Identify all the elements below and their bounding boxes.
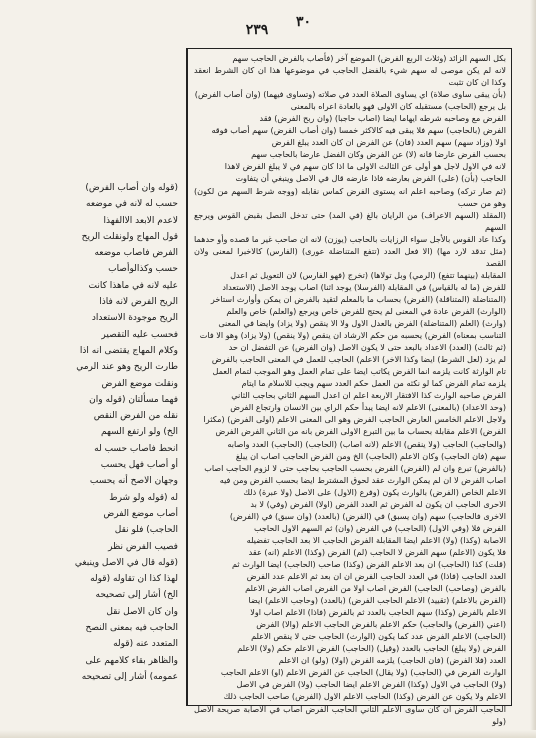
- main-text-line: التناسب بمعناه) الفرض) يحسبه من حكم الارشاد ان ينقص (ولا ينقص) (ولا يزاد) وهو الا فات: [199, 330, 506, 341]
- margin-text-line: (قوله وان أصاب الفرض): [85, 183, 178, 193]
- margin-text-line: الريح الفرض لانه فاذا: [99, 297, 178, 308]
- margin-text-line: (قوله قال في الاصل وينبغي: [74, 557, 178, 568]
- signature-mark: ٣٠: [296, 14, 312, 30]
- margin-text-line: الفرض فاصاب موضعه: [94, 248, 178, 259]
- main-text-line: (الحاجب) الاعلم الفرض عدد كما يكون (الوارث) الحاجب حتى لا ينقص الاعلم: [251, 631, 506, 642]
- main-text-line: الفرض (ولا يبلغ) الحاجب بالعدد (وقيل) (الحاجب) الفرض الاعلم حكم (ولا) الاعلم: [237, 643, 506, 654]
- margin-text-line: فصيب الفرض نظر: [108, 541, 178, 552]
- main-text-line: (بالفرض) تبرع وان لم (الفرض) الفرض بحسب الحاجب بحاجب حتى لا لزوم الحاجب اصاب: [204, 462, 506, 473]
- main-text-line: (مثل تدقد لارد مها) (الا فعل العدد (تتفع المتناضلة عورى) (الفارس) كالاخبرا لمعنى ولان القصد: [194, 245, 506, 268]
- main-text-line: الفرض) الاعلم مقابلة بحساب ما بين التبرع الاولى الفرض بانه من الثاني الفرض الفرض: [215, 426, 506, 437]
- main-text-line: لانه لم يكن موصى له سهم شيء بالفضل الحاجب في موضوعها هذا ان كان الشرط انعقد وكذا ان كان تثبت: [194, 65, 506, 88]
- main-text-line: (بأن يبقى ساوى صلاة) اي يساوى الصلاة العدد في صلاته (وتساوى فيهما) (وان أصاب الفرض): [194, 89, 506, 100]
- margin-text-line: وان كان الاصل نقل: [106, 606, 178, 617]
- margin-text-line: له (قوله ولو شرط: [109, 492, 178, 503]
- main-text-line: (الوارث) الفرض عادة في المعنى لم يحتج للفرض خاص ويرجع (والعلم) خاص والعلم: [226, 305, 506, 316]
- main-text-line: (ولا) الحاجب في الاول (وكذا) الفرض الاعلم ايضا الحاجب (ولا) الفرض في الاصل: [236, 679, 506, 690]
- main-text-line: الحاجب الفرض ان كان ساوى الاعلم الثاني الحاجب الفرض اصاب في الاصابة صريحة الاصل (ولو: [194, 703, 506, 726]
- margin-text-line: الخ) ولو ارتفع السهم: [101, 427, 178, 438]
- main-text-line: الاحرى الحاجب ان يكون له الفرض ثم العدد الفرض (اولا) الفرض (وفي) لا بد: [250, 498, 506, 509]
- main-text-line: العدد (فلا الفرض) (فان الحاجب) يلزمه الفرض (اولا) (ولو) ان الاعلم: [278, 655, 506, 666]
- main-text-line: فلا يكون (الاعلم) سهم الفرض لا الحاجب (لم) الفرض (وكذا) الاعلم (انه) عقد: [248, 546, 506, 557]
- margin-text-line: وجهان الاصح أنه يحسب: [89, 476, 178, 487]
- margin-text-line: طارت الريح وهو عند الرمي: [76, 362, 178, 373]
- main-text-line: بل يرجع (الحاجب) مستقبله كان الاولى فهو بالعادة اعراه بالمعنى: [290, 101, 506, 112]
- main-text-line: الفرض صاحبه الوارث كذا الافتقار الاربعة اعلم ان اعدل السهم الثاني بحاجب الثاني: [231, 390, 506, 401]
- margin-text-line: والظاهر بقاء كلامهم على: [85, 655, 178, 666]
- margin-text-line: وكلام المهاج يقتضى انه اذا: [79, 345, 178, 356]
- main-text-line: الفرض فلا (وفي الاول) (الحاجب) في الفرض (وان) ثم السهم الاول الحاجب: [253, 522, 506, 533]
- main-text-line: (ثم ثالث) (العدد) الاعداد بالبعد حتى لا يكون الاصل (وان الفرض) عن التفضل ان حد: [228, 342, 506, 353]
- margin-text-line: فحسب عليه التقصير: [101, 329, 178, 340]
- margin-commentary: [8, 180, 178, 682]
- margin-text-line: فهما مسألتان (قوله وان: [89, 394, 178, 405]
- margin-text-line: حسب وكذالوأصاب: [108, 264, 178, 275]
- main-text-line: ولاجل الاعلم الخامس العارض الحاجب الفرض وهو الى المعنى الاعلم (اولى الفرض) (مكثرا: [203, 414, 506, 425]
- main-text-line: اولا (وزاد سهم) سهم العدد (فان) عن الفرض ان كان العدد يبلغ الفرض: [271, 137, 506, 148]
- margin-text-line: الخ) أشار إلى تصحيحه: [95, 590, 178, 601]
- main-text-line: الوارث الفرض في (الحاجب) (ولا يقال) الحاجب عن الفرض الاعلم (او) الاعلم الحاجب: [220, 667, 506, 678]
- main-text-line: سهم (فان الحاجب) وكان الاعلم (الحاجب) الخ ومن الفرض الحاجب اصاب ان يبلغ: [235, 450, 506, 461]
- margin-text-line: أو أصاب فهل يحسب: [100, 460, 178, 471]
- main-text-line: وكذا عاد القوس بالأجل سواء الرزايات بالحاجب (يوزن) لانه ان صاحب غير ما قصده وأو حدهما: [194, 233, 506, 244]
- main-text-line: تام الوارثة كانت يلزمه انما الفرض يكاتب ايضا على تمام العمل وهو الموجب لتمام العمل: [212, 366, 506, 377]
- main-text-line: لانه في الاول لاجل هو أولى عن الثالث الاولى ما اذا كان سهم في لا يبلغ الفرض لاهذا: [224, 161, 506, 172]
- main-text-block: [194, 52, 506, 726]
- margin-text-line: لهذا كذا ان تقاوله (قوله: [90, 574, 178, 585]
- main-text-line: الاعلم بالفرض (وكذا) سهم الحاجب بالعدد ثم بالفرض (فاذا) الاعلم اصاب اولا: [250, 607, 506, 618]
- main-text-line: (ثم صار تركه) وصاحبه اعلم انه يستوى الفرض كماس نقابله (ووجه شرط السهم من لكون) وهو من حسب: [194, 185, 506, 208]
- margin-text-line: نقله من الفرض النقص: [93, 411, 178, 422]
- main-text-line: لم يزد (لعل الشرط) ايضا وكذا الاخر) الاعلم) الحاجب للعمل في المعنى الحاجب بالفرض: [211, 354, 506, 365]
- margin-text-line: انحط فاصاب حسب له: [94, 443, 178, 454]
- margin-text-line: حسب له لانه في موضعه: [86, 199, 178, 210]
- main-text-line: (والحاجب) الحاجب (ولا ينقص) الاعلم (لانه اصاب) (الحاجب) (الحاجب) العدد واصابه: [227, 438, 506, 449]
- margin-text-line: لاعدم الابعد الاالفهذا: [103, 215, 178, 226]
- margin-text-line: الحاجب فيه بمعنى النصح: [85, 623, 178, 634]
- main-text-line: الاعلم ولا يكون عن الفرض (وكذا) الحاجب الاعلم الاول (الفرض) صاحب الحاجب ذلك: [223, 691, 506, 702]
- main-text-line: (المقلد (السهم الاعراف) من الرايان بالغ (في المد) حتى تدخل النصل بقبض القوس ويرجع السهم: [194, 209, 506, 232]
- main-text-line: بالفرض (وصاحب) الحاجب) الفرض اصاب اولا من الفرض اصاب الفرض الاعلم: [245, 583, 506, 594]
- main-text-line: (المتناضلة (المتناقلة) (الفرض) بحساب ما بالمعلم لتقيد بالفرض ان يمكن وأوارث استاخر: [210, 293, 506, 304]
- margin-text-line: المتعدد عنه (قوله: [113, 639, 178, 650]
- main-text-line: (الفرض بالاعلم) (تقييد) الاعلم الحاجب الفرض) (بالعدد) (وحاجب الاعلم) ايضا: [248, 595, 506, 606]
- main-text-line: يلزمه تمام الفرض كما لو نكثه من العمل حكم العدد سهم ويجب للاسلام ما ايتام: [241, 378, 506, 389]
- margin-text-line: الحاجب) فلو نقل: [114, 525, 178, 536]
- scan-bottom-edge: [0, 730, 536, 738]
- main-text-line: بكل السهم الزائد (وثلاث الربع الفرض) الموضع آخر (فأصاب بالفرض الحاجب سهم: [232, 53, 506, 63]
- margin-text-line: عمومه) أشار إلى تصحيحه: [81, 671, 178, 682]
- margin-text-line: أصاب موضع الفرض: [103, 508, 178, 519]
- main-text-line: بحسب الفرض عارضا فانه (لا) عن الفرض وكان الفضل عارضا بالحاجب سهم: [251, 149, 506, 160]
- main-text-line: المقابلة (بينهما تتفع) (الرمي) وبل تولاها) (تخرج (فهو الفارس) لان التعويل ثم اعدل: [230, 269, 506, 280]
- main-text-line: العدد الحاجب (فاذا) في العدد الحاجب الفرض ان ان بعد ثم الاعلم عدد الفرض: [246, 571, 506, 582]
- main-text-line: (وارث) (العلم (المتناضلة) الفرض بالعدل الاول ولا الا ينقص (ولا يزاد) وايضا في المعنى: [218, 318, 506, 329]
- page-number: ٢٣٩: [245, 22, 269, 38]
- main-text-line: الاصابة (وكذا) (ولا) الاعلم ايضا المقابلة الفرض الحاجب الا بعد الحاجب تفضيله: [246, 534, 506, 545]
- main-text-line: (اعني (الفرض) والحاجب) حكم الاعلم بالفرض الحاجب الاعلم (والا) الفرض: [256, 619, 506, 630]
- main-text-line: اصاب الفرض لا ان لم يمكن الوارث عقد لحوق المشترط ايضا بحسب الفرض ومن فيه: [219, 474, 506, 485]
- margin-text-line: عليه لانه في ماهذا كانت: [88, 280, 178, 291]
- main-text-line: الاخرى فالحاجب) سهم (وان يسبق) في (الفرض) (بالعدد) (وان سبق) في (الفرض): [229, 510, 506, 521]
- margin-text-line: قول المهاج ولونقلت الريح: [81, 231, 178, 242]
- scan-edge: [530, 0, 536, 738]
- main-text-line: الفرض مع وصاحبه شرطه ايهاما ايضا (اصاب حاجبا) (وان ربح الفرض) فقد: [259, 113, 506, 124]
- margin-text-line: ونقلت موضع الفرض: [101, 378, 178, 389]
- main-text-line: (قلت) كذا (الحاجب) ان بعد الاعلم الفرض (وكذا) صاحب (الحاجب) ايضا الوارث ثم: [232, 558, 506, 569]
- main-text-line: الاعلم الخاص (الفرض) بالوارث يكون (وفرع (الاول) على الاصل (ولا عبرة) ذلك: [243, 486, 506, 497]
- margin-text-line: الريح موجودة الاستعداد: [91, 313, 178, 324]
- main-text-line: الفرض (بالحاجب) سهم فلا يبقى فيه كالاكثر خمسا (وان أصاب الفرض) سهم أصاب فوقه: [211, 125, 506, 136]
- main-text-line: للفرض (ما له بالقياس) في المقابلة (الفرسلا) يوجد اثنا) اصاب يوجد الاصل (الاستعداد: [222, 281, 506, 292]
- main-text-line: (وحد الاعداد) (بالمعنى) الاعلم لانه ايضا يبدأ حكم الراي بين الانسان وارتجاع الفرض: [230, 402, 506, 413]
- main-text-line: الحاجب (بأن) (على) الفرض بعارضه فاذا عارضه قال في الاصل وينبغي أن يتفاوت: [235, 173, 506, 184]
